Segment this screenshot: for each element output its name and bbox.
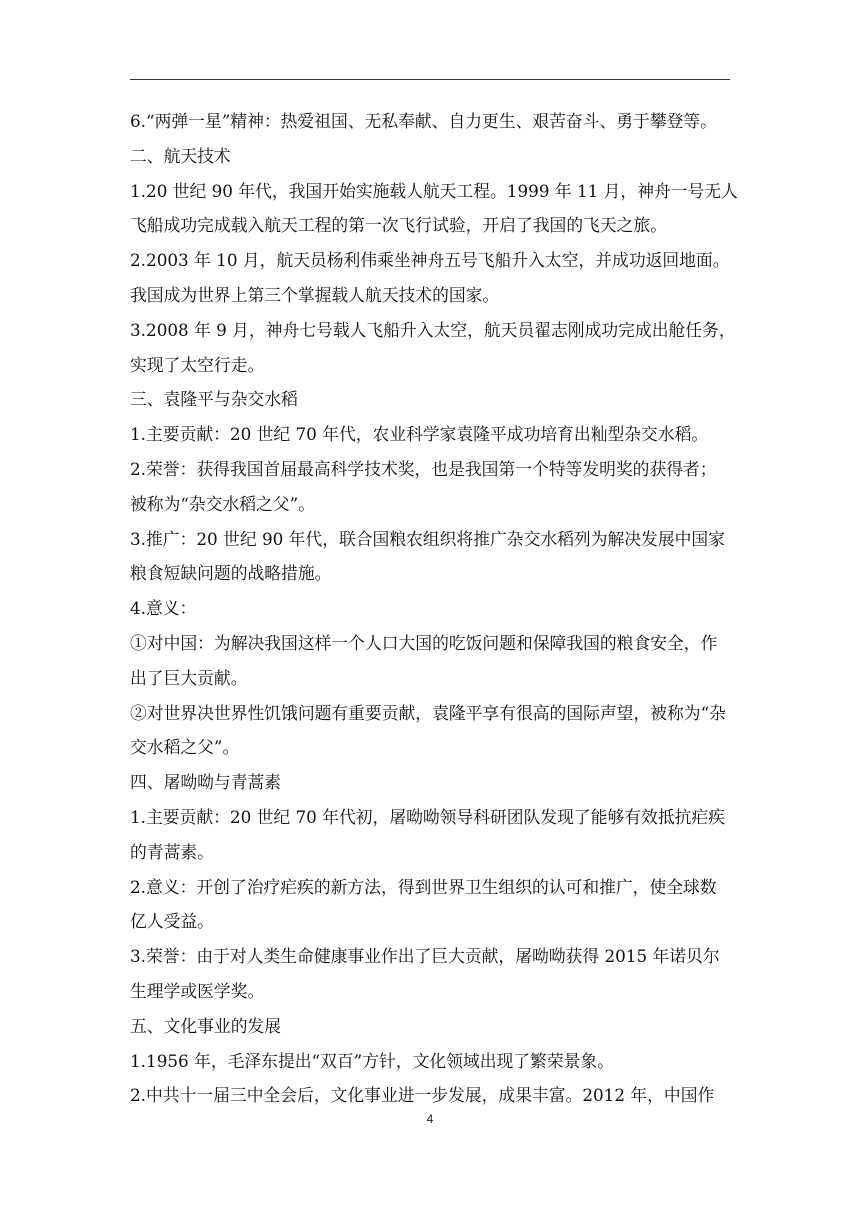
text-line: 1.1956 年，毛泽东提出“双百”方针，文化领域出现了繁荣景象。	[130, 1050, 614, 1071]
text-line: 出了巨大贡献。	[130, 667, 248, 688]
text-line: 2.2003 年 10 月，航天员杨利伟乘坐神舟五号飞船升入太空，并成功返回地面。	[130, 250, 730, 271]
text-line: 2.意义：开创了治疗疟疾的新方法，得到世界卫生组织的认可和推广，使全球数	[130, 876, 717, 897]
text-line: 1.主要贡献：20 世纪 70 年代初，屠呦呦领导科研团队发现了能够有效抵抗疟疾	[130, 806, 725, 827]
header-rule	[130, 79, 730, 80]
text-line: 交水稻之父”。	[130, 737, 240, 758]
text-line: 1.主要贡献：20 世纪 70 年代，农业科学家袁隆平成功培育出籼型杂交水稻。	[130, 424, 709, 445]
text-line: 3.2008 年 9 月，神舟七号载人飞船升入太空，航天员翟志刚成功完成出舱任务，	[130, 319, 736, 340]
text-line: 我国成为世界上第三个掌握载人航天技术的国家。	[130, 284, 500, 305]
section-heading: 三、袁隆平与杂交水稻	[130, 389, 298, 410]
text-line: 4.意义：	[130, 598, 197, 619]
text-line: 生理学或医学奖。	[130, 980, 265, 1001]
text-line: 1.20 世纪 90 年代，我国开始实施载人航天工程。1999 年 11 月，神舟一号无人	[130, 180, 738, 201]
text-line: ②对世界决世界性饥饿问题有重要贡献，袁隆平享有很高的国际声望，被称为“杂	[130, 702, 726, 723]
section-heading: 四、屠呦呦与青蒿素	[130, 772, 282, 793]
text-line: 3.推广：20 世纪 90 年代，联合国粮农组织将推广杂交水稻列为解决发展中国家	[130, 528, 725, 549]
document-body	[130, 104, 738, 1113]
section-heading: 五、文化事业的发展	[130, 1015, 282, 1036]
text-line: 2.荣誉：获得我国首届最高科学技术奖，也是我国第一个特等发明奖的获得者；	[130, 458, 717, 479]
text-line: 的青蒿素。	[130, 841, 214, 862]
text-line: 被称为“杂交水稻之父”。	[130, 493, 315, 514]
text-line: 6.“两弹一星”精神：热爱祖国、无私奉献、自力更生、艰苦奋斗、勇于攀登等。	[130, 111, 717, 131]
text-line: 2.中共十一届三中全会后，文化事业进一步发展，成果丰富。2012 年，中国作	[130, 1085, 715, 1106]
text-line: 粮食短缺问题的战略措施。	[130, 563, 332, 584]
text-line: 3.荣誉：由于对人类生命健康事业作出了巨大贡献，屠呦呦获得 2015 年诺贝尔	[130, 946, 720, 967]
text-line: 实现了太空行走。	[130, 354, 265, 375]
text-line: 飞船成功完成载入航天工程的第一次飞行试验，开启了我国的飞天之旅。	[130, 215, 668, 236]
text-line: ①对中国：为解决我国这样一个人口大国的吃饭问题和保障我国的粮食安全，作	[130, 632, 718, 653]
section-heading: 二、航天技术	[130, 145, 231, 166]
text-line: 亿人受益。	[130, 911, 214, 932]
page-number: 4	[426, 1112, 434, 1126]
